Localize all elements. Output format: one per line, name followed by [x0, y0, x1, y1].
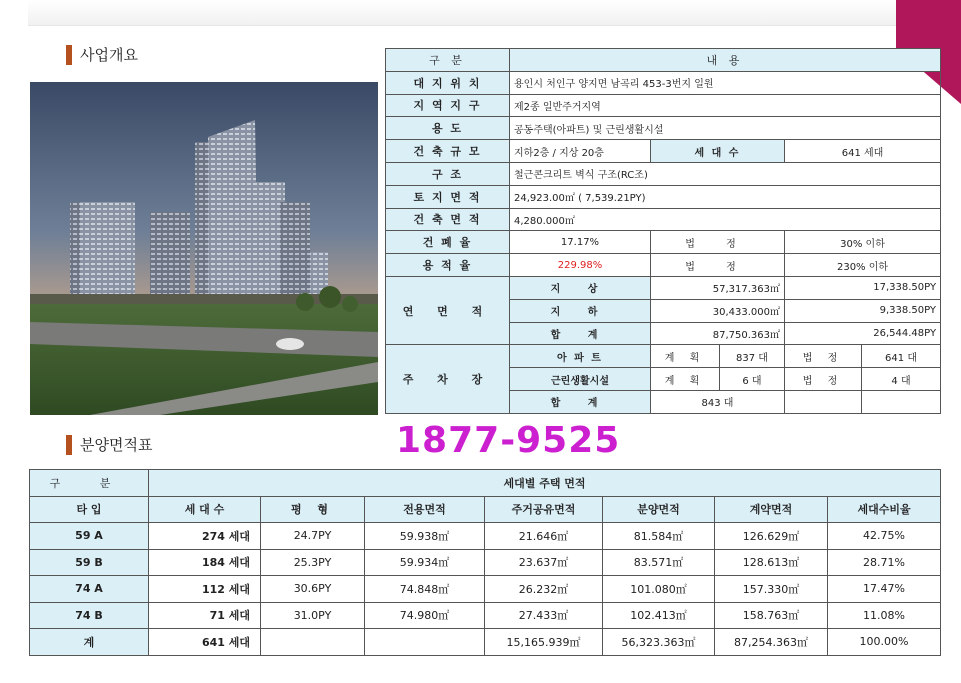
row-label: 용 도	[386, 117, 510, 140]
type-cell: 59 B	[30, 549, 149, 576]
row-label: 대 지 위 치	[386, 71, 510, 94]
plan-label: 계 획	[651, 345, 720, 368]
table-cell: 31.0PY	[261, 602, 365, 629]
top-band	[28, 0, 918, 26]
column-header: 전용면적	[365, 496, 485, 523]
units-label: 세 대 수	[651, 140, 785, 163]
total-value: 843 대	[651, 390, 785, 413]
table-cell: 158.763㎡	[715, 602, 828, 629]
legal-label: 법 정	[785, 345, 862, 368]
table-header-row	[30, 470, 941, 497]
column-header: 주거공유면적	[485, 496, 603, 523]
table-cell: 59.934㎡	[365, 549, 485, 576]
table-cell: 102.413㎡	[603, 602, 715, 629]
sqm-value: 30,433.000㎡	[651, 299, 785, 322]
table-row	[386, 162, 941, 185]
header-cell: 세대별 주택 면적	[149, 470, 941, 497]
sqm-value: 57,317.363㎡	[651, 276, 785, 299]
units-cell: 274 세대	[149, 523, 261, 550]
row-value: 철근콘크리트 벽식 구조(RC조)	[510, 162, 941, 185]
table-cell: 26.232㎡	[485, 576, 603, 603]
header-cell: 내 용	[510, 49, 941, 72]
section-title: 분양면적표	[80, 436, 153, 454]
column-header: 세 대 수	[149, 496, 261, 523]
table-row	[30, 576, 941, 603]
table-header-row	[386, 49, 941, 72]
column-header: 계약면적	[715, 496, 828, 523]
table-cell: 83.571㎡	[603, 549, 715, 576]
table-cell: 101.080㎡	[603, 576, 715, 603]
plan-value: 6 대	[720, 368, 785, 391]
table-cell: 28.71%	[828, 549, 941, 576]
table-cell: 15,165.939㎡	[485, 629, 603, 656]
table-cell	[365, 629, 485, 656]
table-cell: 24.7PY	[261, 523, 365, 550]
table-cell: 74.848㎡	[365, 576, 485, 603]
table-cell: 11.08%	[828, 602, 941, 629]
row-label: 연 면 적	[386, 276, 510, 344]
row-label: 구 조	[386, 162, 510, 185]
table-row	[386, 254, 941, 277]
table-cell: 74.980㎡	[365, 602, 485, 629]
sub-label: 합 계	[510, 322, 651, 345]
table-row	[386, 71, 941, 94]
row-value: 용인시 처인구 양지면 남곡리 453-3번지 일원	[510, 71, 941, 94]
type-cell: 74 A	[30, 576, 149, 603]
table-row	[30, 602, 941, 629]
table-row	[386, 185, 941, 208]
row-value: 지하2층 / 지상 20층	[510, 140, 651, 163]
table-cell: 157.330㎡	[715, 576, 828, 603]
row-value: 229.98%	[510, 254, 651, 277]
column-header: 타 입	[30, 496, 149, 523]
row-label: 주 차 장	[386, 345, 510, 413]
table-row	[30, 523, 941, 550]
table-row	[386, 94, 941, 117]
units-cell: 71 세대	[149, 602, 261, 629]
table-cell: 59.938㎡	[365, 523, 485, 550]
heading-bar-icon	[66, 45, 72, 65]
table-cell: 30.6PY	[261, 576, 365, 603]
row-label: 토 지 면 적	[386, 185, 510, 208]
units-cell: 112 세대	[149, 576, 261, 603]
section-title: 사업개요	[80, 46, 138, 64]
column-header: 평 형	[261, 496, 365, 523]
sub-label: 합 계	[510, 390, 651, 413]
section-heading-area	[66, 434, 152, 455]
row-value: 제2종 일반주거지역	[510, 94, 941, 117]
plan-label: 계 획	[651, 368, 720, 391]
legal-value: 4 대	[862, 368, 941, 391]
sqm-value: 87,750.363㎡	[651, 322, 785, 345]
table-cell: 128.613㎡	[715, 549, 828, 576]
type-cell: 계	[30, 629, 149, 656]
column-header: 분양면적	[603, 496, 715, 523]
row-value: 24,923.00㎡ ( 7,539.21PY)	[510, 185, 941, 208]
table-cell: 87,254.363㎡	[715, 629, 828, 656]
table-cell: 81.584㎡	[603, 523, 715, 550]
row-value: 4,280.000㎡	[510, 208, 941, 231]
sub-label: 지 상	[510, 276, 651, 299]
table-row	[386, 208, 941, 231]
legal-label: 법 정	[651, 254, 785, 277]
units-cell: 184 세대	[149, 549, 261, 576]
table-cell: 17.47%	[828, 576, 941, 603]
table-row	[386, 345, 941, 368]
table-cell: 21.646㎡	[485, 523, 603, 550]
py-value: 26,544.48PY	[785, 322, 941, 345]
row-label: 지 역 지 구	[386, 94, 510, 117]
table-cell: 42.75%	[828, 523, 941, 550]
phone-number: 1877-9525	[396, 420, 621, 461]
table-cell	[261, 629, 365, 656]
section-heading-overview	[66, 44, 138, 65]
row-label: 용 적 율	[386, 254, 510, 277]
type-cell: 74 B	[30, 602, 149, 629]
column-header: 세대수비율	[828, 496, 941, 523]
table-row	[386, 117, 941, 140]
legal-label: 법 정	[785, 368, 862, 391]
units-cell: 641 세대	[149, 629, 261, 656]
legal-value: 230% 이하	[785, 254, 941, 277]
building-rendering-image	[30, 82, 378, 415]
heading-bar-icon	[66, 435, 72, 455]
table-cell: 56,323.363㎡	[603, 629, 715, 656]
row-label: 건 축 규 모	[386, 140, 510, 163]
units-value: 641 세대	[785, 140, 941, 163]
area-table	[29, 469, 941, 656]
table-cell: 100.00%	[828, 629, 941, 656]
legal-value: 641 대	[862, 345, 941, 368]
table-cell: 25.3PY	[261, 549, 365, 576]
plan-value: 837 대	[720, 345, 785, 368]
empty-cell	[862, 390, 941, 413]
corner-accent	[896, 0, 961, 48]
table-row	[386, 140, 941, 163]
header-cell: 구 분	[30, 470, 149, 497]
sub-label: 지 하	[510, 299, 651, 322]
table-cell: 126.629㎡	[715, 523, 828, 550]
header-cell: 구 분	[386, 49, 510, 72]
sub-label: 아 파 트	[510, 345, 651, 368]
row-label: 건 축 면 적	[386, 208, 510, 231]
table-total-row	[30, 629, 941, 656]
py-value: 17,338.50PY	[785, 276, 941, 299]
row-value: 17.17%	[510, 231, 651, 254]
table-row	[30, 549, 941, 576]
legal-value: 30% 이하	[785, 231, 941, 254]
empty-cell	[785, 390, 862, 413]
py-value: 9,338.50PY	[785, 299, 941, 322]
table-cell: 27.433㎡	[485, 602, 603, 629]
table-row	[386, 231, 941, 254]
legal-label: 법 정	[651, 231, 785, 254]
row-value: 공동주택(아파트) 및 근린생활시설	[510, 117, 941, 140]
table-cell: 23.637㎡	[485, 549, 603, 576]
row-label: 건 폐 율	[386, 231, 510, 254]
table-column-header-row	[30, 496, 941, 523]
type-cell: 59 A	[30, 523, 149, 550]
overview-table	[385, 48, 941, 414]
table-row	[386, 276, 941, 299]
sub-label: 근린생활시설	[510, 368, 651, 391]
